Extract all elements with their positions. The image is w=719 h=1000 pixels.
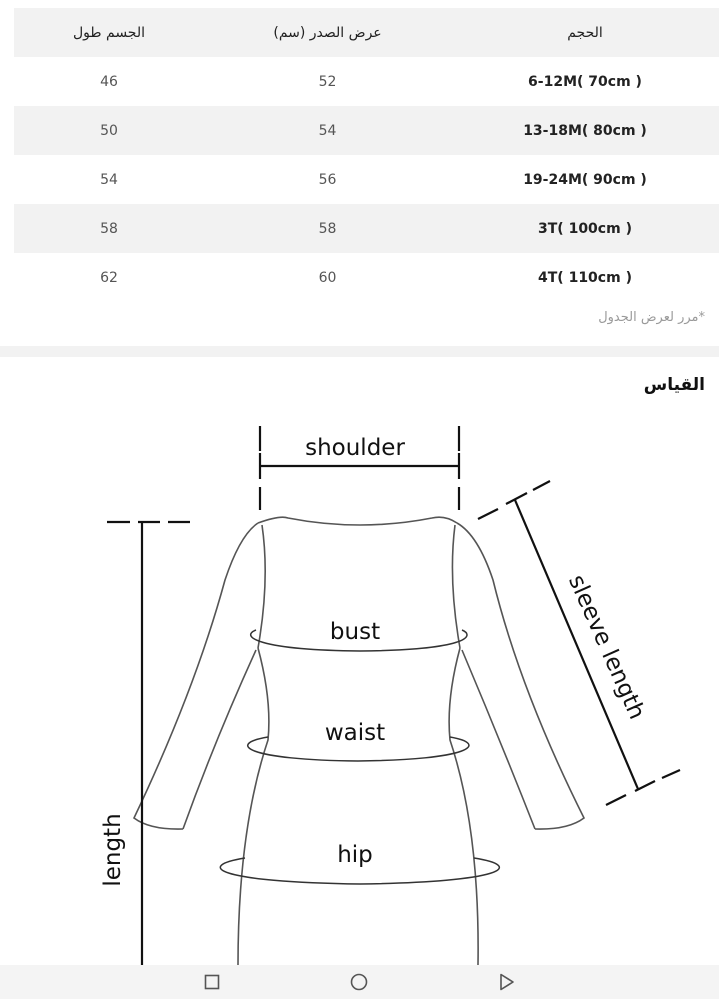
cell-bust: 54 bbox=[204, 106, 451, 155]
bust-label: bust bbox=[329, 619, 381, 645]
cell-size: 3T( 100cm ) bbox=[451, 204, 719, 253]
cell-length: 50 bbox=[14, 106, 204, 155]
size-chart-table bbox=[14, 8, 719, 302]
cell-length: 54 bbox=[100, 171, 118, 188]
cell-size: 13-18M( 80cm ) bbox=[451, 106, 719, 155]
system-navigation-bar bbox=[0, 965, 719, 999]
cell-bust: 60 bbox=[318, 269, 337, 286]
back-button[interactable] bbox=[492, 968, 520, 996]
measurement-diagram bbox=[0, 400, 719, 965]
home-button[interactable] bbox=[345, 968, 373, 996]
waist-label: waist bbox=[324, 720, 386, 746]
cell-length: 62 bbox=[100, 269, 118, 286]
scroll-hint: *مرر لعرض الجدول bbox=[598, 310, 705, 325]
shoulder-label: shoulder bbox=[305, 435, 405, 461]
sleeve-length-measure bbox=[478, 481, 680, 805]
header-length: الجسم طول bbox=[14, 8, 204, 57]
header-size: الحجم bbox=[451, 8, 719, 57]
header-bust: عرض الصدر (سم) bbox=[204, 8, 451, 57]
table-header-row bbox=[14, 8, 719, 57]
cell-length: 58 bbox=[14, 204, 204, 253]
recent-apps-button[interactable] bbox=[198, 968, 226, 996]
home-icon bbox=[345, 968, 373, 996]
back-icon bbox=[492, 968, 520, 996]
table-row bbox=[14, 106, 719, 155]
recent-apps-icon bbox=[198, 968, 226, 996]
hip-label: hip bbox=[337, 842, 373, 868]
table-row bbox=[14, 155, 719, 204]
length-label: length bbox=[100, 813, 126, 887]
measurement-section-title: القياس bbox=[643, 375, 705, 395]
section-divider bbox=[0, 346, 719, 357]
cell-size: 4T( 110cm ) bbox=[538, 269, 632, 286]
cell-bust: 52 bbox=[318, 73, 337, 90]
table-row bbox=[14, 253, 719, 302]
cell-length: 46 bbox=[100, 73, 118, 90]
cell-bust: 56 bbox=[318, 171, 337, 188]
length-measure bbox=[107, 522, 190, 965]
table-row bbox=[14, 57, 719, 106]
cell-size: 19-24M( 90cm ) bbox=[523, 171, 647, 188]
sleeve-length-label: sleeve length bbox=[562, 571, 650, 724]
cell-bust: 58 bbox=[204, 204, 451, 253]
table-row bbox=[14, 204, 719, 253]
cell-size: 6-12M( 70cm ) bbox=[528, 73, 642, 90]
